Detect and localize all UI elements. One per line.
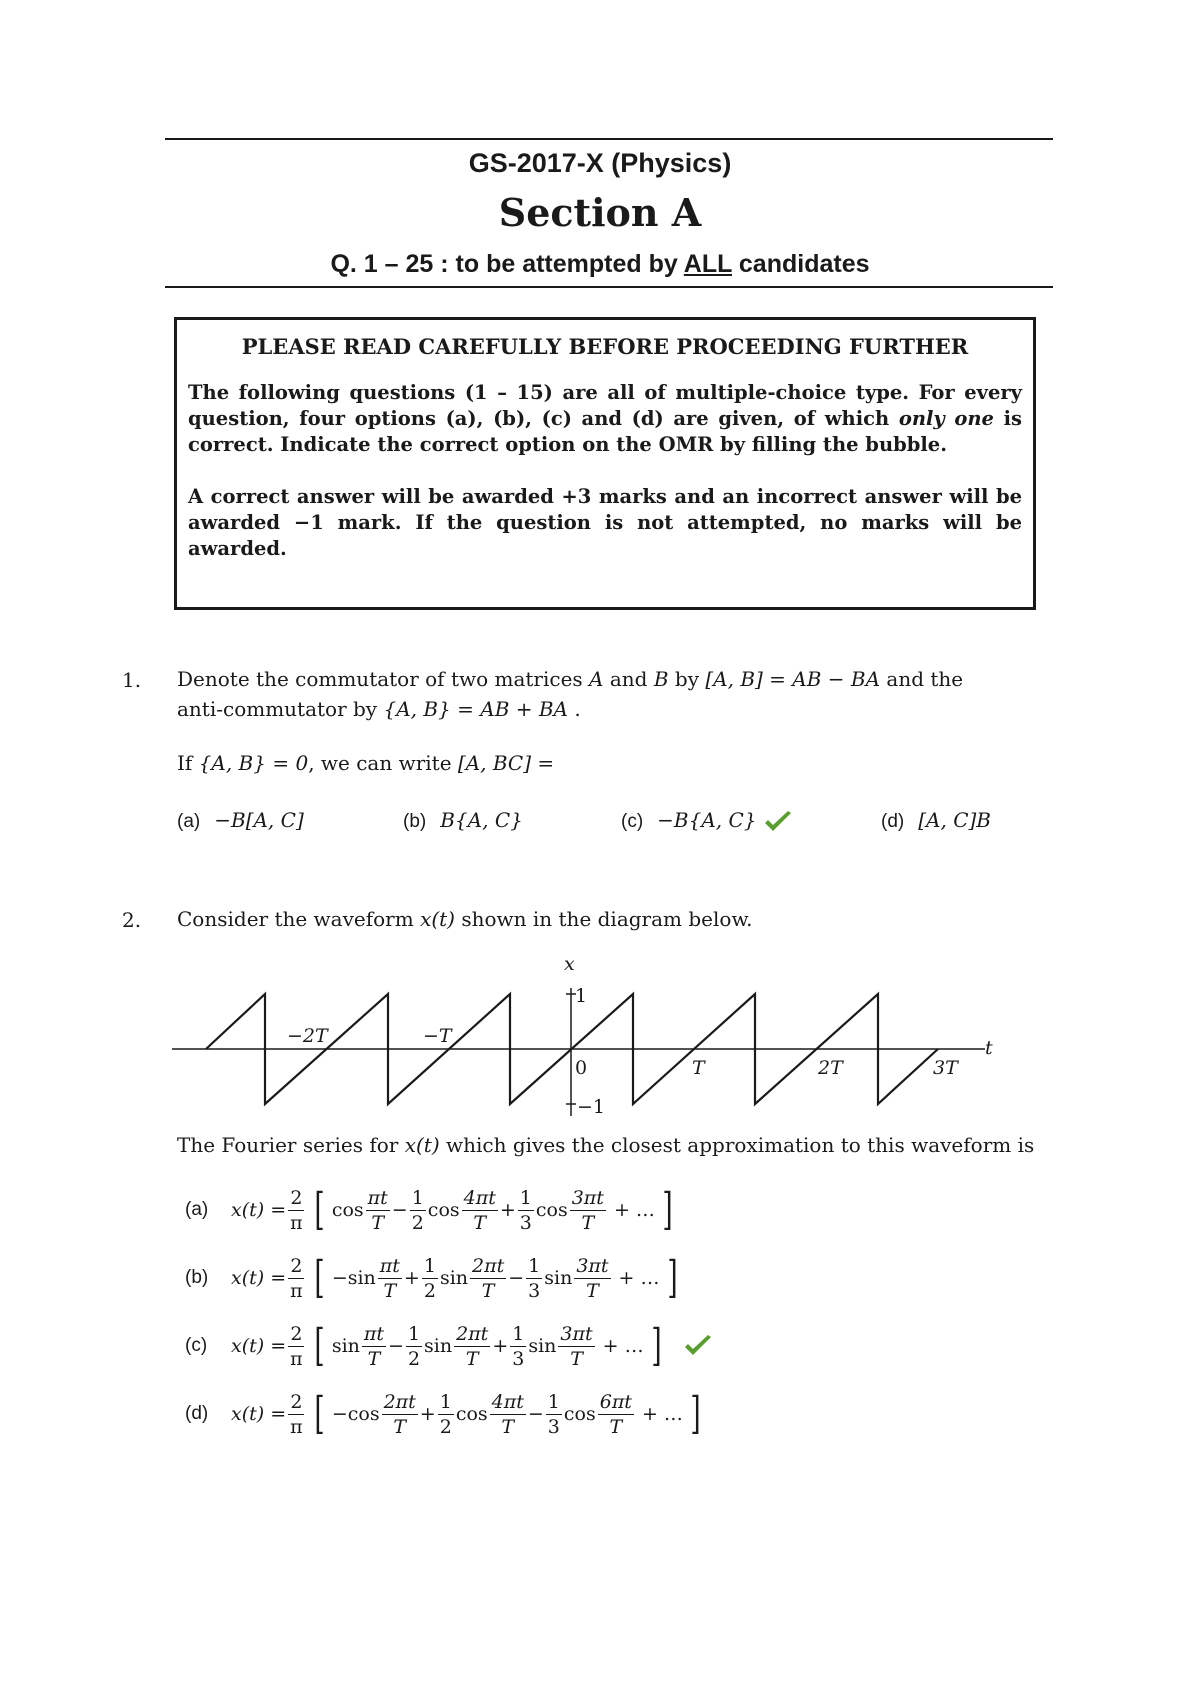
left-bracket: [ — [314, 1320, 325, 1371]
term-3-argument-numerator: 3πt — [576, 1254, 609, 1277]
question-1-condition — [177, 748, 1051, 778]
term-3-argument-denominator: T — [570, 1347, 583, 1370]
operator-2: − — [508, 1267, 525, 1289]
prefactor-fraction — [288, 1322, 305, 1371]
term-3-argument-denominator: T — [581, 1211, 595, 1234]
q2-option-a[interactable] — [185, 1179, 680, 1241]
term-2-coefficient — [406, 1322, 422, 1371]
term-2-function: sin — [439, 1267, 469, 1289]
p1-emphasis: only one — [898, 407, 994, 430]
correct-check-icon — [763, 810, 793, 834]
q2-followup-a: The Fourier series for — [177, 1133, 405, 1157]
term-3-coefficient-denominator: 3 — [528, 1279, 541, 1302]
right-bracket: ] — [662, 1184, 673, 1235]
q1-text-b: anti-commutator by — [177, 697, 384, 721]
term-2-argument-numerator: 4πt — [463, 1186, 496, 1209]
term-3-coefficient — [526, 1254, 542, 1303]
prefactor-fraction-numerator: 2 — [290, 1186, 303, 1209]
term-2-coefficient-numerator: 1 — [423, 1254, 436, 1277]
term-1-function: cos — [331, 1199, 364, 1221]
option-lhs: x(t) = — [231, 1403, 287, 1425]
term-2-argument — [462, 1186, 498, 1235]
term-1-function: −sin — [331, 1267, 376, 1289]
q1-option-b[interactable] — [403, 808, 523, 833]
tick-label-minus-t: −T — [423, 1025, 452, 1047]
option-lhs: x(t) = — [231, 1267, 287, 1289]
section-instruction — [0, 250, 1200, 279]
term-3-coefficient-denominator: 3 — [547, 1415, 560, 1438]
q2-option-c[interactable] — [185, 1315, 713, 1377]
term-1-argument — [362, 1322, 386, 1371]
term-3-coefficient — [518, 1186, 534, 1235]
q1-matrix-a: A — [589, 667, 604, 691]
term-2-argument-numerator: 2πt — [472, 1254, 505, 1277]
term-3-argument-numerator: 6πt — [599, 1390, 632, 1413]
prefactor-fraction-denominator: π — [290, 1211, 303, 1234]
q2-option-b[interactable] — [185, 1247, 685, 1309]
prefactor-fraction-numerator: 2 — [290, 1390, 303, 1413]
term-1-function: sin — [331, 1335, 360, 1357]
y-bottom-label: −1 — [577, 1096, 606, 1118]
sawtooth-waveform-diagram — [0, 940, 1200, 1140]
term-3-function: cos — [563, 1403, 596, 1425]
term-3-argument-numerator: 3πt — [560, 1322, 593, 1345]
option-label: (a) — [185, 1199, 209, 1220]
q1-option-d[interactable] — [881, 808, 991, 833]
term-3-argument-denominator: T — [586, 1279, 599, 1302]
series-tail: + … — [602, 1335, 644, 1357]
term-1-argument-denominator: T — [393, 1415, 407, 1438]
term-3-function: cos — [535, 1199, 568, 1221]
term-2-coefficient-denominator: 2 — [423, 1279, 436, 1302]
tick-label-2t: 2T — [818, 1057, 843, 1079]
option-expression: B{A, C} — [440, 808, 523, 832]
exam-title: GS-2017-X (Physics) — [468, 148, 732, 178]
term-1-argument — [378, 1254, 402, 1303]
q1-text-a: Denote the commutator of two matrices — [177, 667, 590, 691]
option-label: (a) — [177, 811, 201, 832]
q2-followup-b: which gives the closest approximation to this waveform is — [439, 1133, 1035, 1157]
term-3-argument — [558, 1322, 594, 1371]
operator-1: − — [388, 1335, 404, 1357]
q2-followup-math: x(t) — [404, 1133, 440, 1157]
correct-check-icon — [683, 1334, 713, 1358]
left-bracket: [ — [314, 1252, 325, 1303]
term-3-function: sin — [528, 1335, 557, 1357]
term-2-argument-denominator: T — [501, 1415, 515, 1438]
question-1-text — [177, 664, 1051, 724]
term-1-function: −cos — [331, 1403, 380, 1425]
question-2-followup — [177, 1130, 1117, 1160]
instruction-prefix: Q. 1 – 25 : to be attempted by — [330, 250, 684, 278]
question-2-number: 2. — [122, 908, 142, 932]
option-expression: −B{A, C} — [657, 808, 757, 832]
tick-label-minus-2t: −2T — [287, 1025, 328, 1047]
origin-label: 0 — [575, 1057, 588, 1079]
q1-commutator: [A, B] = AB − BA — [705, 667, 881, 691]
right-bracket: ] — [690, 1388, 701, 1439]
term-1-argument-denominator: T — [367, 1347, 381, 1370]
tick-label-3t: 3T — [933, 1057, 958, 1079]
q2-text-a: Consider the waveform — [177, 907, 421, 931]
operator-1: + — [419, 1403, 436, 1425]
prefactor-fraction-numerator: 2 — [290, 1254, 303, 1277]
q2-option-d[interactable] — [185, 1383, 708, 1445]
term-1-argument-denominator: T — [383, 1279, 397, 1302]
term-3-argument — [570, 1186, 606, 1235]
option-label: (d) — [185, 1403, 209, 1424]
term-1-argument-numerator: πt — [379, 1254, 400, 1277]
prefactor-fraction-numerator: 2 — [290, 1322, 303, 1345]
top-rule — [165, 138, 1053, 140]
term-3-argument — [598, 1390, 634, 1439]
y-axis-label: x — [564, 953, 575, 975]
q1-matrix-b: B — [653, 667, 669, 691]
p1-a: The following questions (1 – 15) are all of multiple-choice type. For every question, four options (a), (b), (c) and (d) are given, of which — [188, 381, 1022, 430]
term-2-coefficient — [422, 1254, 438, 1303]
q2-text-math: x(t) — [420, 907, 455, 931]
term-1-argument — [382, 1390, 418, 1439]
section-title: Section A — [498, 190, 702, 235]
term-2-argument-denominator: T — [465, 1347, 479, 1370]
term-3-coefficient-denominator: 3 — [519, 1211, 532, 1234]
term-2-coefficient-denominator: 2 — [411, 1211, 424, 1234]
instruction-emphasis: ALL — [683, 250, 732, 278]
prefactor-fraction — [288, 1254, 305, 1303]
term-3-coefficient — [510, 1322, 526, 1371]
term-1-argument-numerator: 2πt — [383, 1390, 416, 1413]
term-3-coefficient-numerator: 1 — [512, 1322, 525, 1345]
prefactor-fraction-denominator: π — [290, 1347, 303, 1370]
left-bracket: [ — [314, 1388, 325, 1439]
operator-2: − — [527, 1403, 544, 1425]
prefactor-fraction-denominator: π — [290, 1279, 303, 1302]
right-bracket: ] — [666, 1252, 678, 1303]
option-expression: −B[A, C] — [214, 808, 304, 832]
term-3-argument-denominator: T — [609, 1415, 623, 1438]
term-2-argument — [454, 1322, 490, 1371]
q1-option-a[interactable] — [177, 808, 304, 833]
p1-b: is correct. Indicate the correct option on the OMR by filling the bubble. — [188, 407, 1022, 456]
q1-period: . — [568, 697, 581, 721]
term-2-argument — [490, 1390, 526, 1439]
instructions-box — [174, 317, 1036, 610]
option-label: (b) — [403, 811, 427, 832]
instruction-suffix: candidates — [731, 250, 870, 278]
instructions-paragraph-1 — [188, 380, 1022, 458]
option-label: (c) — [621, 811, 644, 832]
term-1-argument-denominator: T — [371, 1211, 385, 1234]
q1-anticommutator: {A, B} = AB + BA — [383, 697, 568, 721]
q1-option-c[interactable] — [621, 808, 793, 834]
term-2-function: cos — [427, 1199, 460, 1221]
term-2-coefficient — [410, 1186, 426, 1235]
instructions-paragraph-2: A correct answer will be awarded +3 marks and an incorrect answer will be awarded −1 mark. If the question is not attempted, no marks will be awarded. — [188, 485, 1022, 560]
term-2-coefficient-numerator: 1 — [439, 1390, 452, 1413]
option-label: (b) — [185, 1267, 209, 1288]
question-1-number: 1. — [122, 668, 142, 692]
term-3-argument-numerator: 3πt — [571, 1186, 604, 1209]
term-2-coefficient-denominator: 2 — [439, 1415, 452, 1438]
operator-2: + — [499, 1199, 516, 1221]
term-3-argument — [574, 1254, 610, 1303]
term-2-coefficient — [438, 1390, 454, 1439]
option-expression: [A, C]B — [918, 808, 991, 832]
y-top-label: 1 — [575, 985, 588, 1007]
option-label: (c) — [185, 1335, 208, 1356]
q1-by: by — [668, 667, 706, 691]
q1-cond-b: , we can write — [308, 751, 458, 775]
operator-1: + — [403, 1267, 420, 1289]
instructions-title: PLEASE READ CAREFULLY BEFORE PROCEEDING FURTHER — [241, 334, 969, 359]
term-1-argument-numerator: πt — [363, 1322, 385, 1345]
term-2-argument-numerator: 2πt — [456, 1322, 489, 1345]
q2-text-b: shown in the diagram below. — [454, 907, 753, 931]
term-3-coefficient — [546, 1390, 562, 1439]
option-lhs: x(t) = — [231, 1199, 287, 1221]
option-label: (d) — [881, 811, 905, 832]
question-2-text — [177, 904, 1051, 934]
term-2-argument-denominator: T — [473, 1211, 487, 1234]
operator-2: + — [492, 1335, 509, 1357]
term-3-coefficient-numerator: 1 — [547, 1390, 560, 1413]
q1-cond-a: If — [177, 751, 199, 775]
term-2-argument — [470, 1254, 506, 1303]
tick-label-t: T — [692, 1057, 705, 1079]
term-3-coefficient-numerator: 1 — [528, 1254, 541, 1277]
term-2-coefficient-numerator: 1 — [411, 1186, 424, 1209]
term-2-function: cos — [455, 1403, 488, 1425]
x-axis-label: t — [985, 1037, 993, 1059]
term-1-argument — [366, 1186, 390, 1235]
left-bracket: [ — [314, 1184, 325, 1235]
series-tail: + … — [618, 1267, 660, 1289]
series-tail: + … — [641, 1403, 683, 1425]
term-2-coefficient-numerator: 1 — [407, 1322, 421, 1345]
term-3-coefficient-numerator: 1 — [519, 1186, 532, 1209]
option-lhs: x(t) = — [231, 1335, 287, 1357]
q1-cond-math-1: {A, B} = 0 — [198, 751, 309, 775]
bottom-rule — [165, 286, 1053, 288]
prefactor-fraction-denominator: π — [290, 1415, 303, 1438]
operator-1: − — [391, 1199, 408, 1221]
prefactor-fraction — [288, 1390, 305, 1439]
right-bracket: ] — [651, 1320, 662, 1371]
term-2-function: sin — [424, 1335, 453, 1357]
term-2-argument-numerator: 4πt — [491, 1390, 524, 1413]
term-3-function: sin — [544, 1267, 573, 1289]
series-tail: + … — [613, 1199, 655, 1221]
term-2-argument-denominator: T — [481, 1279, 495, 1302]
term-1-argument-numerator: πt — [367, 1186, 388, 1209]
term-2-coefficient-denominator: 2 — [407, 1347, 421, 1370]
prefactor-fraction — [288, 1186, 305, 1235]
q1-the: and the — [880, 667, 964, 691]
term-3-coefficient-denominator: 3 — [512, 1347, 525, 1370]
q1-and: and — [603, 667, 654, 691]
q1-cond-math-2: [A, BC] = — [457, 751, 555, 775]
